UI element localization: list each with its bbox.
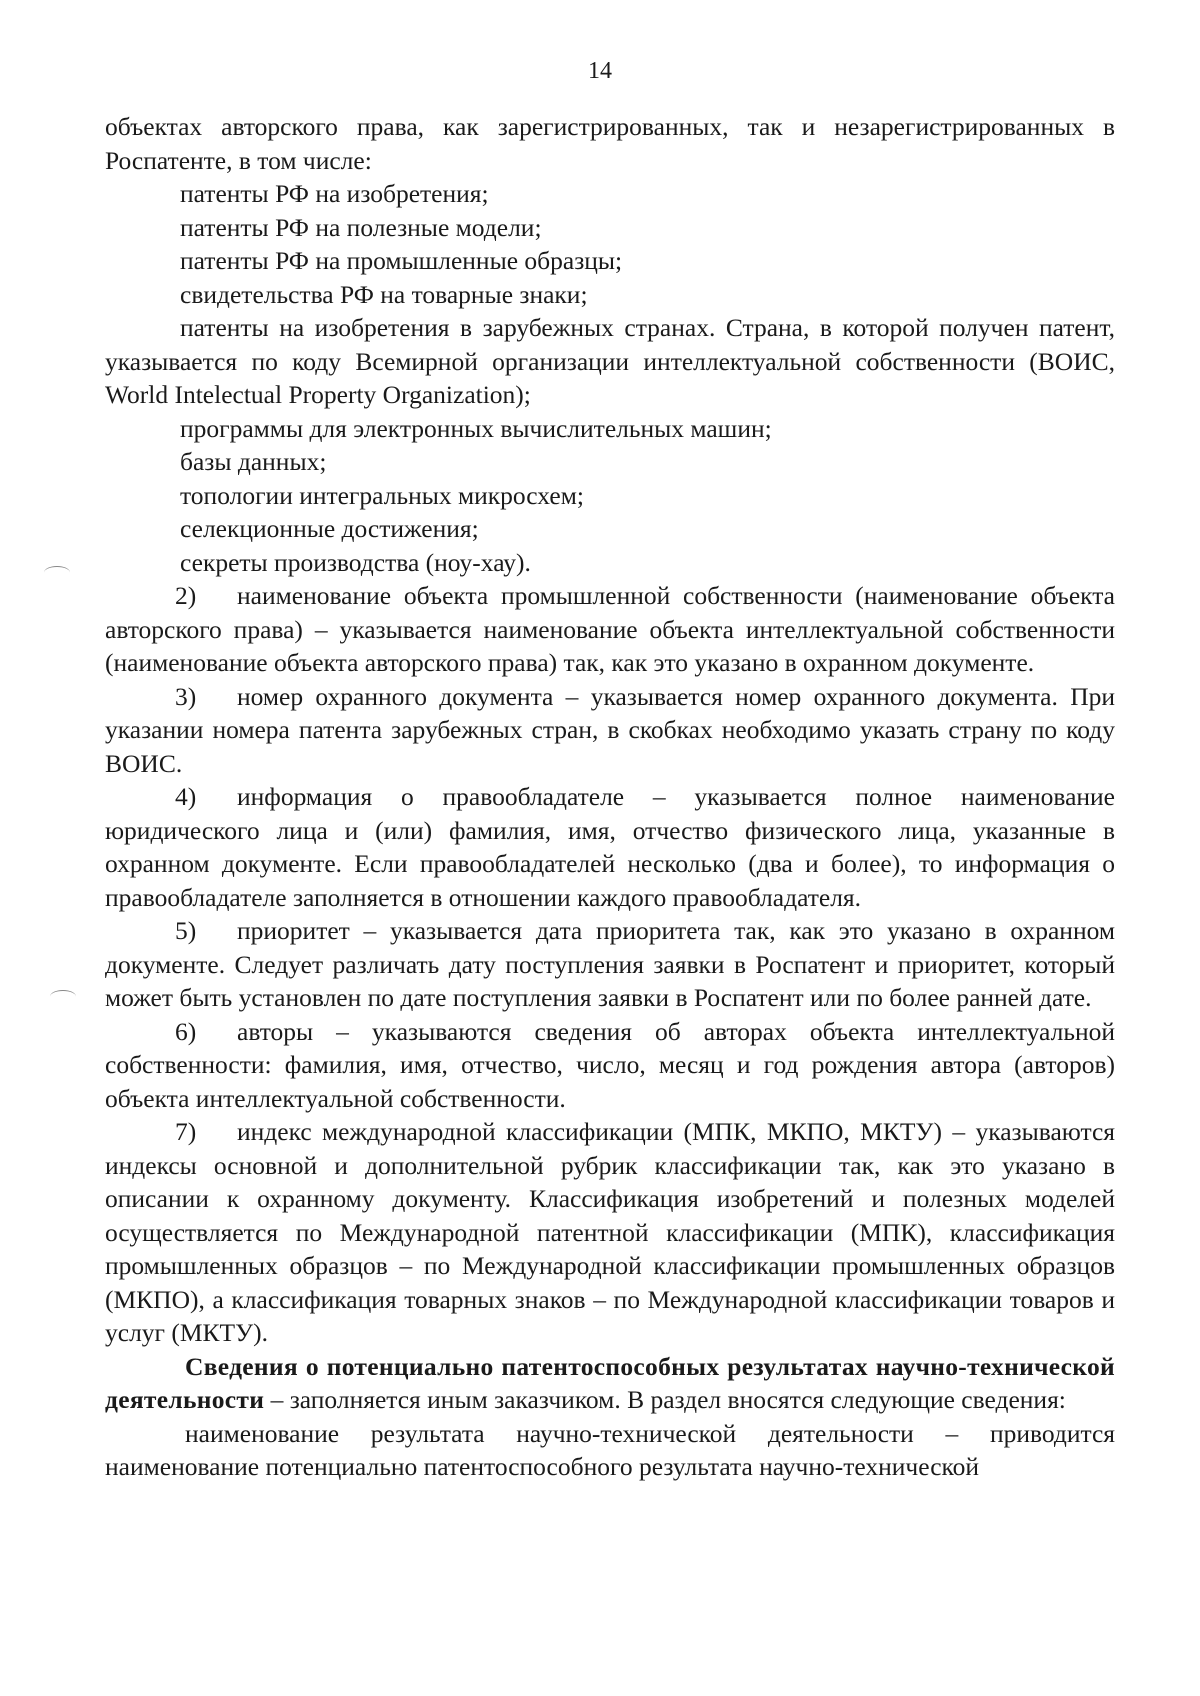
item-text: индекс международной классификации (МПК, МКПО, МКТУ) – указываются индексы основной и дополнительной рубрик классификации так, как это указано в описании к охранному документу. Классификация изобретений и полезных моделей осуществляется по Международной патентной классификации (МПК), классификация промышленных образцов – по Международной классификации промышленных образцов (МКПО), а классификация товарных знаков – по Международной классификации товаров и услуг (МКТУ). (105, 1117, 1115, 1347)
item-number: 7) (175, 1117, 197, 1146)
intro-paragraph: объектах авторского права, как зарегистрированных, так и незарегистрированных в Роспатенте, в том числе: (105, 112, 1115, 175)
document-body (105, 110, 1115, 1484)
numbered-paragraph (105, 1015, 1115, 1116)
item-number: 5) (175, 916, 197, 945)
item-text: наименование объекта промышленной собственности (наименование объекта авторского права) – указывается наименование объекта интеллектуальной собственности (наименование объекта авторского права) так, как это указано в охранном документе. (105, 581, 1115, 677)
section-text: – заполняется иным заказчиком. В раздел вносятся следующие сведения: (264, 1385, 1066, 1414)
list-item: программы для электронных вычислительных машин; (180, 413, 772, 443)
item-number: 6) (175, 1016, 197, 1046)
numbered-paragraph (105, 579, 1115, 680)
margin-mark (50, 990, 76, 1003)
page-number: 14 (588, 58, 612, 84)
item-text: информация о правообладателе – указывается полное наименование юридического лица и (или) фамилия, имя, отчество физического лица, указанные в охранном документе. Если правообладателей несколько (два и более), то информация о правообладателе заполняется в отношении каждого правообладателя. (105, 782, 1115, 912)
item-number: 3) (175, 681, 197, 711)
item-number: 2) (175, 581, 197, 610)
numbered-paragraph (105, 780, 1115, 914)
numbered-paragraph (105, 680, 1115, 781)
list-item: свидетельства РФ на товарные знаки; (180, 279, 588, 309)
item-number: 4) (175, 782, 197, 811)
list-item: топологии интегральных микросхем; (180, 480, 584, 510)
list-item: патенты РФ на промышленные образцы; (180, 246, 623, 275)
margin-mark (44, 566, 70, 579)
list-item: патенты РФ на полезные модели; (180, 212, 542, 242)
section-title: Сведения о потенциально патентоспособных результатах научно-технической деятельности (105, 1351, 1115, 1414)
list-item: селекционные достижения; (180, 514, 479, 543)
numbered-paragraph (105, 1115, 1115, 1350)
item-text: приоритет – указывается дата приоритета так, как это указано в охранном документе. Следует различать дату поступления заявки в Роспатент и приоритет, который может быть установлен по дате поступления заявки в Роспатент или по более ранней дате. (105, 916, 1115, 1012)
section-paragraph (105, 1350, 1115, 1417)
list-item: секреты производства (ноу-хау). (180, 547, 531, 577)
numbered-paragraph (105, 914, 1115, 1015)
list-item: патенты РФ на изобретения; (180, 179, 489, 208)
item-text: номер охранного документа – указывается номер охранного документа. При указании номера патента зарубежных стран, в скобках необходимо указать страну по коду ВОИС. (105, 681, 1115, 778)
item-text: авторы – указываются сведения об авторах объекта интеллектуальной собственности: фамилия, имя, отчество, число, месяц и год рождения автора (авторов) объекта интеллектуальной собственности. (105, 1016, 1115, 1113)
list-item: базы данных; (180, 447, 327, 476)
foreign-patents-paragraph: патенты на изобретения в зарубежных странах. Страна, в которой получен патент, указывается по коду Всемирной организации интеллектуальной собственности (ВОИС, World Intelectual Property Organization); (105, 313, 1115, 409)
last-paragraph: наименование результата научно-технической деятельности – приводится наименование потенциально патентоспособного результата научно-технической (105, 1418, 1115, 1481)
